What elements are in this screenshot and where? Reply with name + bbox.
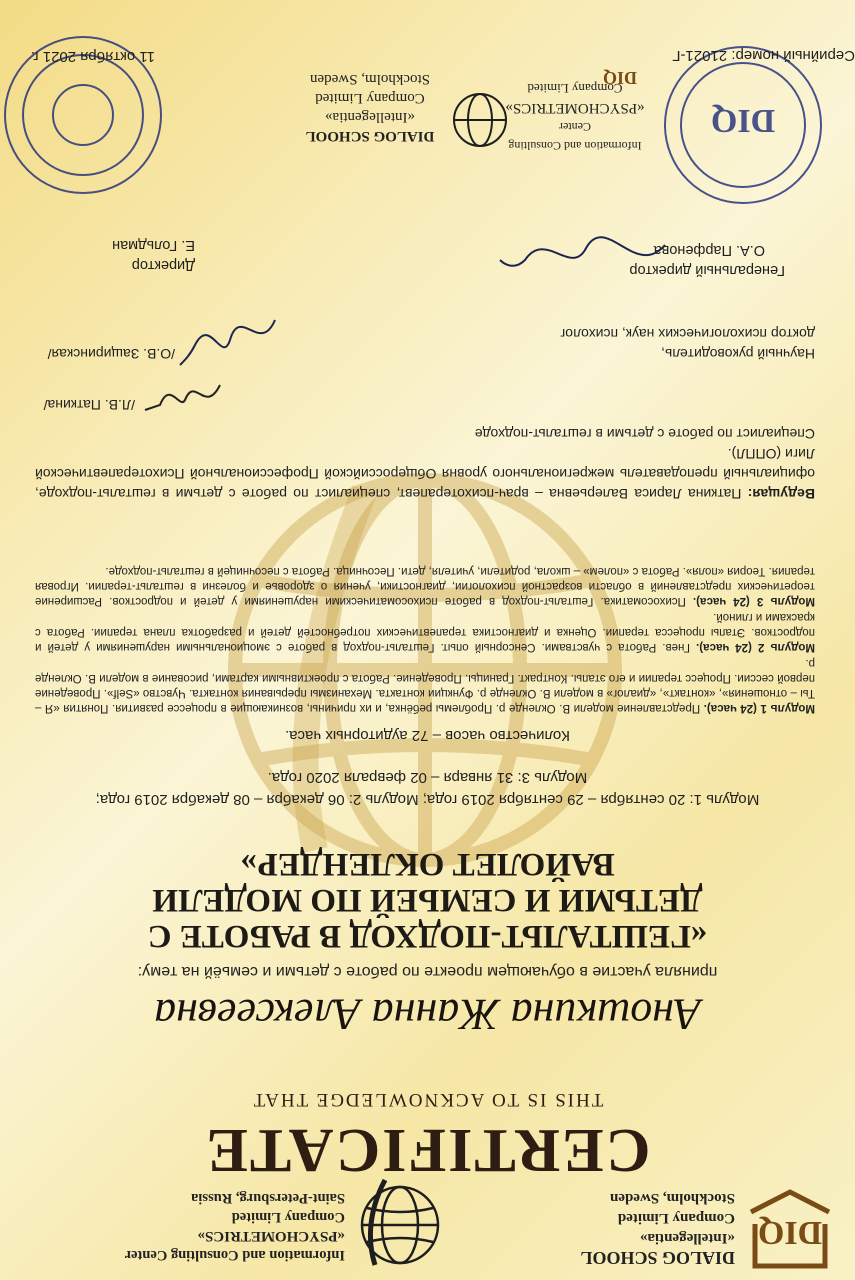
dialog-logo-icon <box>745 1179 835 1274</box>
issue-date: 11 октября 2021 г. <box>30 48 155 65</box>
certificate-subtitle: THIS IS TO ACKNOWLEDGE THAT <box>251 1089 604 1110</box>
modules-description <box>35 562 815 715</box>
scientific-name: /О.В. Защиринская/ <box>47 346 175 362</box>
serial-number: Серийный номер: 21021-Г <box>672 47 855 64</box>
certificate-title: CERTIFICATE <box>204 1116 651 1184</box>
psychometrics-logo-text: Information and Consulting Center «PSYCHOMETRICS» Company Limited Saint-Petersburg, Russia <box>124 1190 345 1263</box>
director: Директор Е. Гольдман <box>112 237 195 273</box>
bottom-dialog-icon <box>600 60 640 100</box>
specialist-role: Специалист по работе с детьми в гештальт-подходе <box>474 426 815 442</box>
dialog-stamp <box>660 40 825 210</box>
module-dates: Модуль 1: 20 сентября – 29 сентября 2019 года; Модуль 2: 06 декабря – 08 декабря 2019 года; Модуль 3: 31 января – 02 февраля 2020 года. <box>95 769 760 808</box>
svg-text:DIQ: DIQ <box>602 68 638 88</box>
scientific-signature <box>170 285 290 375</box>
svg-text:DIQ: DIQ <box>710 102 776 139</box>
hours-count: Количество часов – 72 аудиторных часа. <box>285 727 570 744</box>
specialist-signature <box>130 370 230 420</box>
leader-description: Ведущая: Паткина Лариса Валерьевна – врач-психотерапевт, специалист по работе с детьми в гештальт-подходе, официальный преподаватель межрегионального уровня Общероссийской Профессиональной Психотерапевтической Лиги (ОППЛ). <box>35 446 815 502</box>
scientific-role-1: Научный руководитель, <box>661 346 815 362</box>
module-2: Модуль 2 (24 часа). Гнев. Работа с чувствами. Сенсорный опыт. Гештальт-подход в работе с эмоциональными нарушениями у детей и подростков. Этапы процесса терапии. Оценка и диагностика терапевтических потребностей детей и разработка плана терапии. Работа с красками и глиной. <box>35 611 815 653</box>
general-director: Генеральный директор О.А. Парфенова <box>629 242 785 278</box>
module-1: Модуль 1 (24 часа). Представление модели В. Окленде р. Проблемы ребёнка, и их причины, возникающие в процессе развития. Понятия «Я – Ты – отношения», «контакт», «диалог» в модели В. Окленде р. Функции контакта. Механизмы прерывания контакта. Чувство «Self». Проведение первой сессии. Процесс терапии и его этапы. Контракт. Границы. Проведение. Работа с проективными картами, рисование в модели В. Окленде р. <box>35 657 815 714</box>
module-3: Модуль 3 (24 часа). Психосоматика. Гештальт-подход в работе психосоматическими нарушениями у детей и подростков. Расширение теоретических представлений в области возрастной психологии, диагностики, учения о здоровье и болезни в гештальт-терапии. Игровая терапия. Теория «поля». Работа с «полем» – школа, родители, учителя, дети. Песочница. Работа с песочницей в гештальт-подходе. <box>35 565 815 607</box>
scientific-role-2: доктор психологических наук, психолог <box>560 326 815 342</box>
svg-text:DIQ: DIQ <box>757 1214 823 1251</box>
dialog-logo-text: DIALOG SCHOOL «Intellegentia» Company Limited Stockholm, Sweden <box>580 1190 735 1268</box>
general-director-signature <box>495 200 675 290</box>
bottom-dialog-text: DIALOG SCHOOL «Intellegentia» Company Limited Stockholm, Sweden <box>305 71 435 144</box>
bottom-psychometrics-text: Information and Consulting Center «PSYCHOMETRICS» Company Limited <box>505 81 645 153</box>
specialist-name: /Л.В. Паткина/ <box>43 397 135 413</box>
intro-text: приняла участие в обучающем проекте по работе с детьми и семьёй на тему: <box>137 963 718 980</box>
recipient-name: Аношкина Жанна Алексеевна <box>154 990 701 1039</box>
course-topic: «ГЕШТАЛЬТ-ПОДХОД В РАБОТЕ С ДЕТЬМИ И СЕМЬЕЙ ПО МОДЕЛИ ВАЙОЛЕТ ОКЛЕНДЕР» <box>147 846 708 954</box>
psychometrics-globe-icon <box>355 1175 445 1270</box>
